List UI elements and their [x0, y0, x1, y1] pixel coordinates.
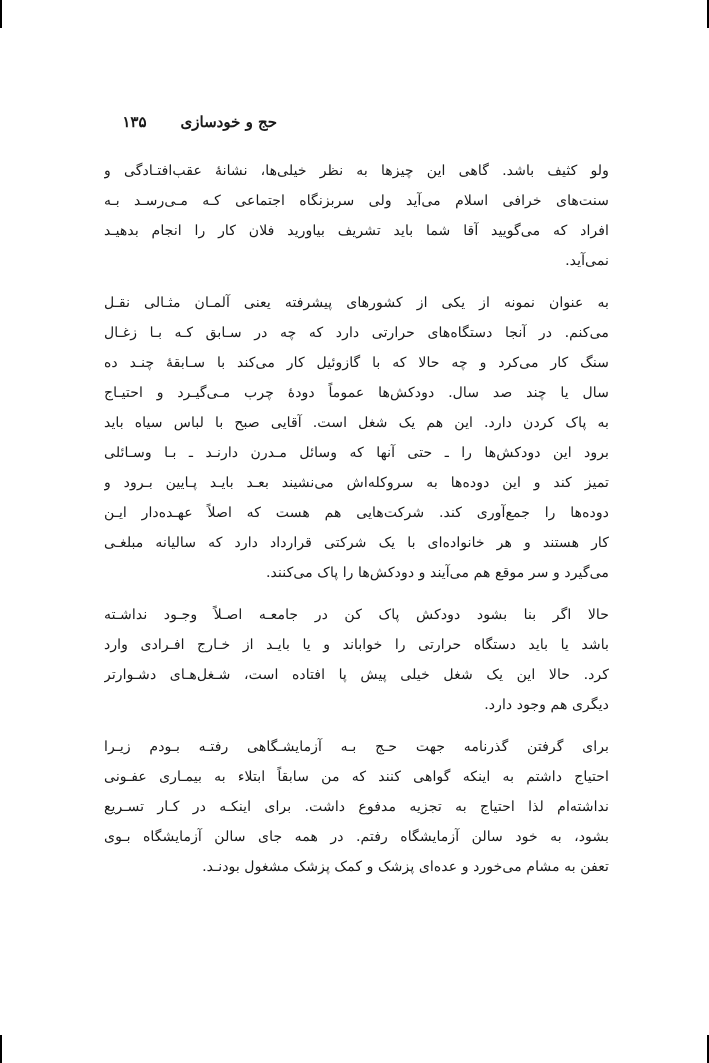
chapter-title: حج و خودسازی	[180, 113, 277, 131]
text-line: باشد یا باید دستگاه حرارتی را خواباند و یا بایـد از خـارج افـرادی وارد	[104, 637, 609, 653]
text-line: بشود، به خود سالن آزمایشگاه رفتم. در همه جای سالن آزمایشگاه بـوی	[104, 829, 609, 845]
running-header	[77, 110, 277, 134]
body-text	[104, 156, 609, 882]
text-line: برای گرفتن گذرنامه جهت حـج بـه آزمایشـگاهی رفتـه بـودم زیـرا	[104, 739, 609, 755]
text-line: می‌گیرد و سر موقع هم می‌آیند و دودکش‌ها را پاک می‌کنند.	[266, 565, 609, 581]
crop-mark-top-left-vertical	[0, 0, 2, 28]
paragraph	[104, 732, 609, 882]
text-line: ولو کثیف باشد. گاهی این چیزها به نظر خیلی‌ها، نشانهٔ عقب‌افتـادگی و	[104, 163, 609, 179]
text-line: کار هستند و هر خانواده‌ای با یک شرکتی قرارداد دارد که سالیانه مبلغـی	[104, 535, 609, 551]
text-line: سنگ کار می‌کرد و چه حالا که با گازوئیل کار می‌کند با سـابقهٔ چنـد ده	[104, 355, 609, 371]
text-line: احتیاج داشتم به اینکه گواهی کنند که من سابقاً ابتلاء به بیمـاری عفـونی	[104, 769, 609, 785]
text-line: تعفن به مشام می‌خورد و عده‌ای پزشک و کمک پزشک مشغول بودنـد.	[202, 859, 609, 875]
text-line: تمیز کند و این دوده‌ها به سروکله‌اش می‌نشیند بعـد بایـد پـایین بـرود و	[104, 475, 609, 491]
text-line: به پاک کردن دارد. این هم یک شغل است. آقایی صبح با لباس سیاه باید	[104, 415, 609, 431]
text-line: به عنوان نمونه از یکی از کشورهای پیشرفته یعنی آلمـان مثـالی نقـل	[104, 295, 609, 311]
crop-mark-bottom-left-vertical	[0, 1035, 2, 1063]
text-line: دیگری هم وجود دارد.	[484, 697, 609, 713]
text-line: سال یا چند صد سال. دودکش‌ها عموماً دودهٔ چرب مـی‌گیـرد و احتیـاج	[104, 385, 609, 401]
text-line: کرد. حالا این یک شغل خیلی پیش پا افتاده است، شـغل‌هـای دشـوارتر	[104, 667, 609, 683]
paragraph	[104, 600, 609, 720]
text-line: نداشته‌ام لذا احتیاج به تجزیه مدفوع داشت. برای اینکـه در کـار تسـریع	[104, 799, 609, 815]
text-line: برود این دودکش‌ها را ـ حتی آنها که وسائل مـدرن دارنـد ـ بـا وسـائلی	[104, 445, 609, 461]
text-line: دوده‌ها را جمع‌آوری کند. شرکت‌هایی هم هست که اصلاً عهـده‌دار ایـن	[104, 505, 609, 521]
text-line: افراد که می‌گویید آقا شما باید تشریف بیاورید فلان کار را انجام بدهیـد	[104, 223, 609, 239]
text-line: نمی‌آید.	[565, 253, 609, 269]
paragraph	[104, 156, 609, 276]
text-line: می‌کنم. در آنجا دستگاه‌های حرارتی دارد که چه در سـابق کـه بـا زغـال	[104, 325, 609, 341]
page-number: ۱۳۵	[122, 113, 147, 131]
text-line: سنت‌های خرافی اسلام می‌آید ولی سربزنگاه اجتماعی کـه مـی‌رسـد بـه	[104, 193, 609, 209]
paragraph	[104, 288, 609, 588]
text-line: حالا اگر بنا بشود دودکش پاک کن در جامعـه اصـلاً وجـود نداشـته	[104, 607, 609, 623]
